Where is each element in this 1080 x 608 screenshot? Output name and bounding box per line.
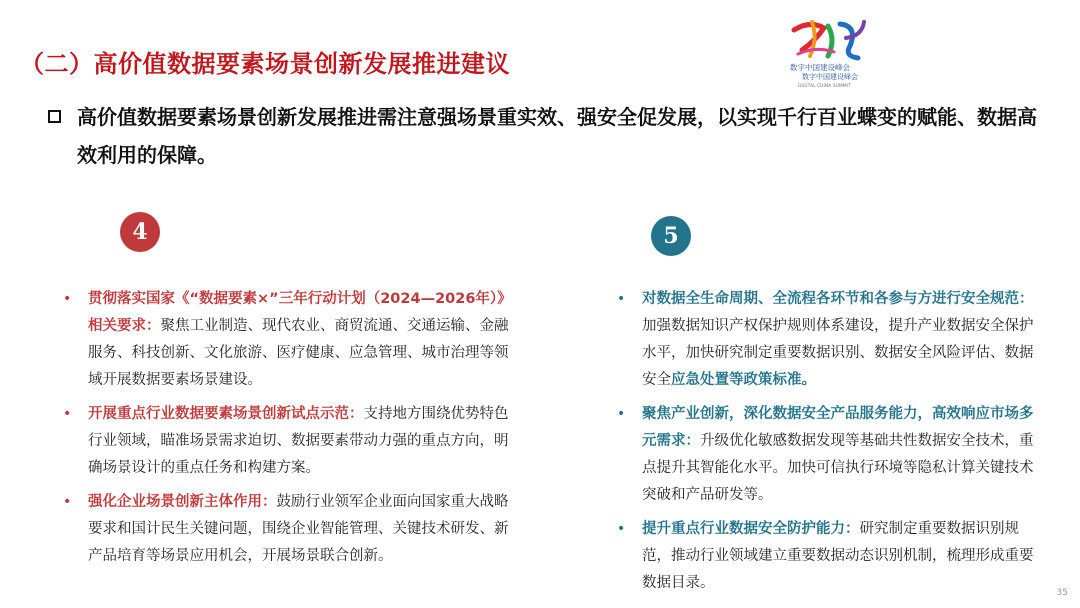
lead-statement <box>48 98 1048 174</box>
item-heading: 强化企业场景创新主体作用： <box>88 494 277 510</box>
summit-logo <box>784 16 882 90</box>
item-heading: 聚焦产业创新，深化数据安全产品服务能力，高效响应市场多元需求： <box>642 406 1034 449</box>
list-item <box>60 401 510 482</box>
logo-line2: 数字中国建设峰会 <box>802 73 858 81</box>
item-body: 加强数据知识产权保护规则体系建设，提升产业数据安全保护水平，加快研究制定重要数据识别、数据安全风险评估、数据安全 <box>642 318 1034 388</box>
list-item <box>614 516 1034 597</box>
bullet-icon: • <box>617 406 626 422</box>
bullet-icon: • <box>617 291 626 307</box>
item-heading: 贯彻落实国家《“数据要素×”三年行动计划（2024—2026年）》相关要求： <box>88 291 505 334</box>
item-heading: 开展重点行业数据要素场景创新试点示范： <box>88 406 364 422</box>
item-tail: 应急处置等政策标准。 <box>671 372 816 388</box>
section-number-5: 5 <box>651 216 691 256</box>
bullet-icon: • <box>63 291 72 307</box>
square-bullet-icon <box>48 110 61 123</box>
recommendation-list-left <box>60 286 510 577</box>
section-number-4: 4 <box>120 212 160 252</box>
item-heading: 对数据全生命周期、全流程各环节和各参与方进行安全规范： <box>642 291 1034 307</box>
lead-text: 高价值数据要素场景创新发展推进需注意强场景重实效、强安全促发展，以实现千行百业蝶变的赋能、数据高效利用的保障。 <box>77 105 1037 167</box>
page-title: （二）高价值数据要素场景创新发展推进建议 <box>20 50 510 78</box>
bullet-icon: • <box>63 494 72 510</box>
item-body: 升级优化敏感数据发现等基础共性数据安全技术，重点提升其智能化水平。加快可信执行环境等隐私计算关键技术突破和产品研发等。 <box>642 433 1034 503</box>
bullet-icon: • <box>63 406 72 422</box>
item-body: 研究制定重要数据识别规范，推动行业领域建立重要数据动态识别机制，梳理形成重要数据目录。 <box>642 521 1034 591</box>
list-item <box>60 286 510 394</box>
recommendation-list-right <box>614 286 1034 604</box>
item-body: 鼓励行业领军企业面向国家重大战略要求和国计民生关键问题，围绕企业智能管理、关键技术研发、新产品培育等场景应用机会，开展场景联合创新。 <box>88 494 509 564</box>
item-body: 聚焦工业制造、现代农业、商贸流通、交通运输、金融服务、科技创新、文化旅游、医疗健康、应急管理、城市治理等领域开展数据要素场景建设。 <box>88 318 509 388</box>
logo-stroke-red <box>794 24 824 50</box>
page-number: 35 <box>1056 588 1068 598</box>
logo-stroke-blue <box>840 24 858 58</box>
list-item <box>614 286 1034 394</box>
item-body: 支持地方围绕优势特色行业领域，瞄准场景需求迫切、数据要素带动力强的重点方向，明确场景设计的重点任务和构建方案。 <box>88 406 509 476</box>
logo-line1: 数字中国建设峰会 <box>790 63 850 72</box>
logo-line3: DIGITAL CHINA SUMMIT <box>798 84 851 89</box>
list-item <box>614 401 1034 509</box>
item-heading: 提升重点行业数据安全防护能力： <box>642 521 860 537</box>
list-item <box>60 489 510 570</box>
bullet-icon: • <box>617 521 626 537</box>
